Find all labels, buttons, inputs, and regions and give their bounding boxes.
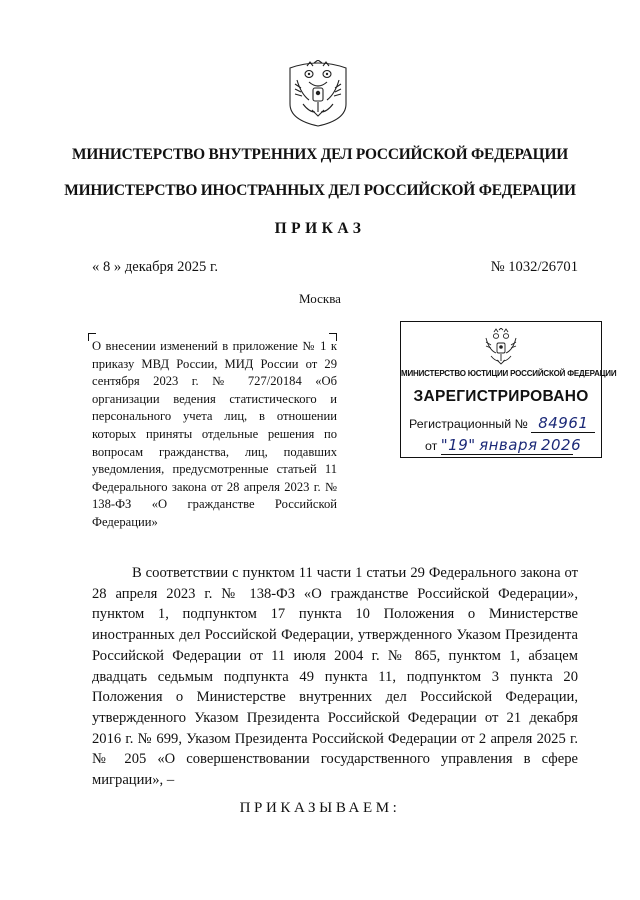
stamp-date-day: "19" — [440, 436, 476, 454]
subject-text: О внесении изменений в приложение № 1 к приказу МВД России, МИД России от 29 сентября 2023 г. № 727/20184 «Об организации ведения статистического и персонального учета лиц, в отношении которых приняты отдельные решения по вопросам гражданства, лиц, подавших уведомления, предусмотренные статьей 11 Федерального закона от 28 апреля 2023 г. № 138-ФЗ «О гражданстве Российской Федерации» — [92, 339, 337, 529]
ministry-title-interior: МИНИСТЕРСТВО ВНУТРЕННИХ ДЕЛ РОССИЙСКОЙ ФЕДЕРАЦИИ — [72, 146, 568, 163]
order-date: « 8 » декабря 2025 г. — [92, 259, 218, 275]
ministry-title-foreign: МИНИСТЕРСТВО ИНОСТРАННЫХ ДЕЛ РОССИЙСКОЙ ФЕДЕРАЦИИ — [64, 182, 576, 199]
registration-stamp — [400, 321, 617, 458]
document-type-title: ПРИКАЗ — [274, 220, 366, 237]
stamp-date-line — [425, 436, 582, 455]
stamp-emblem-icon — [483, 328, 519, 366]
order-number: № 1032/26701 — [490, 259, 578, 275]
stamp-date-prefix: от — [425, 439, 438, 453]
stamp-reg-label: Регистрационный № — [409, 417, 528, 431]
ordering-heading: ПРИКАЗЫВАЕМ: — [239, 800, 401, 816]
stamp-date-month: января — [479, 436, 538, 454]
stamp-organization: МИНИСТЕРСТВО ЮСТИЦИИ РОССИЙСКОЙ ФЕДЕРАЦИИ — [401, 369, 617, 378]
stamp-status: ЗАРЕГИСТРИРОВАНО — [413, 388, 589, 405]
stamp-date-year: 2026 — [540, 436, 582, 454]
stamp-reg-number: 84961 — [538, 414, 589, 432]
city-label: Москва — [299, 291, 341, 306]
preamble-paragraph — [92, 563, 578, 791]
stamp-registration-line — [409, 414, 595, 433]
preamble-text: В соответствии с пунктом 11 части 1 статьи 29 Федерального закона от 28 апреля 2023 г. № 138-ФЗ «О гражданстве Российской Федерации», пунктом 1, подпунктом 17 пункта 10 Положения о Министерстве иностранных дел Российской Федерации, утвержденного Указом Президента Российской Федерации от 11 июля 2004 г. № 865, пунктом 1, абзацем двадцать седьмым подпункта 49 пункта 11, подпунктом 3 пункта 20 Положения о Министерстве внутренних дел Российской Федерации, утвержденного Указом Президента Российской Федерации от 21 декабря 2016 г. № 699, Указом Президента Российской Федерации от 2 апреля 2025 г. № 205 «О совершенствовании государственного управления в сфере миграции», – — [92, 565, 578, 789]
stamp-reg-number-field — [531, 414, 595, 433]
coat-of-arms-emblem — [287, 60, 349, 128]
stamp-date-field — [440, 436, 582, 455]
